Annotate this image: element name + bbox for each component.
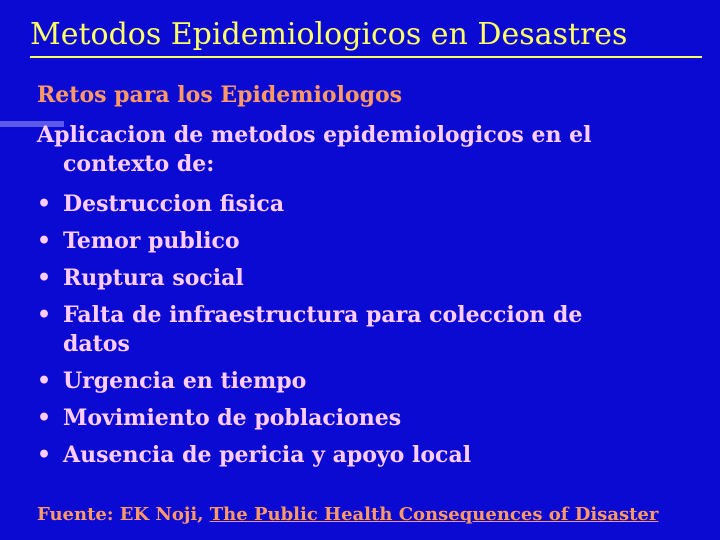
bullet-icon: • bbox=[37, 442, 52, 468]
source-book-title: The Public Health Consequences of Disaster bbox=[209, 504, 659, 525]
list-item-text: Ausencia de pericia y apoyo local bbox=[63, 442, 472, 468]
slide-title: Metodos Epidemiologicos en Desastres bbox=[30, 17, 628, 52]
bullet-icon: • bbox=[37, 228, 52, 254]
source-citation bbox=[37, 503, 658, 527]
list-item-text: Temor publico bbox=[63, 228, 240, 254]
bullet-icon: • bbox=[37, 191, 52, 217]
bullet-icon: • bbox=[37, 302, 52, 328]
list-item bbox=[37, 190, 677, 219]
list-item bbox=[37, 264, 677, 293]
subheading: Retos para los Epidemiologos bbox=[37, 82, 403, 108]
list-item-text-continued: datos bbox=[63, 331, 130, 357]
challenges-list bbox=[37, 190, 677, 478]
list-item-text: Destruccion fisica bbox=[63, 191, 285, 217]
bullet-icon: • bbox=[37, 405, 52, 431]
bullet-icon: • bbox=[37, 368, 52, 394]
list-item bbox=[37, 367, 677, 396]
intro-paragraph bbox=[37, 121, 667, 179]
list-item-text: Ruptura social bbox=[63, 265, 244, 291]
list-item bbox=[37, 227, 677, 256]
list-item bbox=[37, 441, 677, 470]
list-item bbox=[37, 404, 677, 433]
list-item-text: Falta de infraestructura para coleccion de bbox=[63, 302, 583, 328]
intro-line-1: Aplicacion de metodos epidemiologicos en el bbox=[37, 122, 592, 148]
list-item bbox=[37, 301, 677, 359]
source-prefix: Fuente: EK Noji, bbox=[37, 504, 210, 525]
list-item-text: Movimiento de poblaciones bbox=[63, 405, 402, 431]
intro-line-2: contexto de: bbox=[63, 151, 215, 177]
title-underline bbox=[30, 56, 702, 58]
list-item-text: Urgencia en tiempo bbox=[63, 368, 307, 394]
bullet-icon: • bbox=[37, 265, 52, 291]
